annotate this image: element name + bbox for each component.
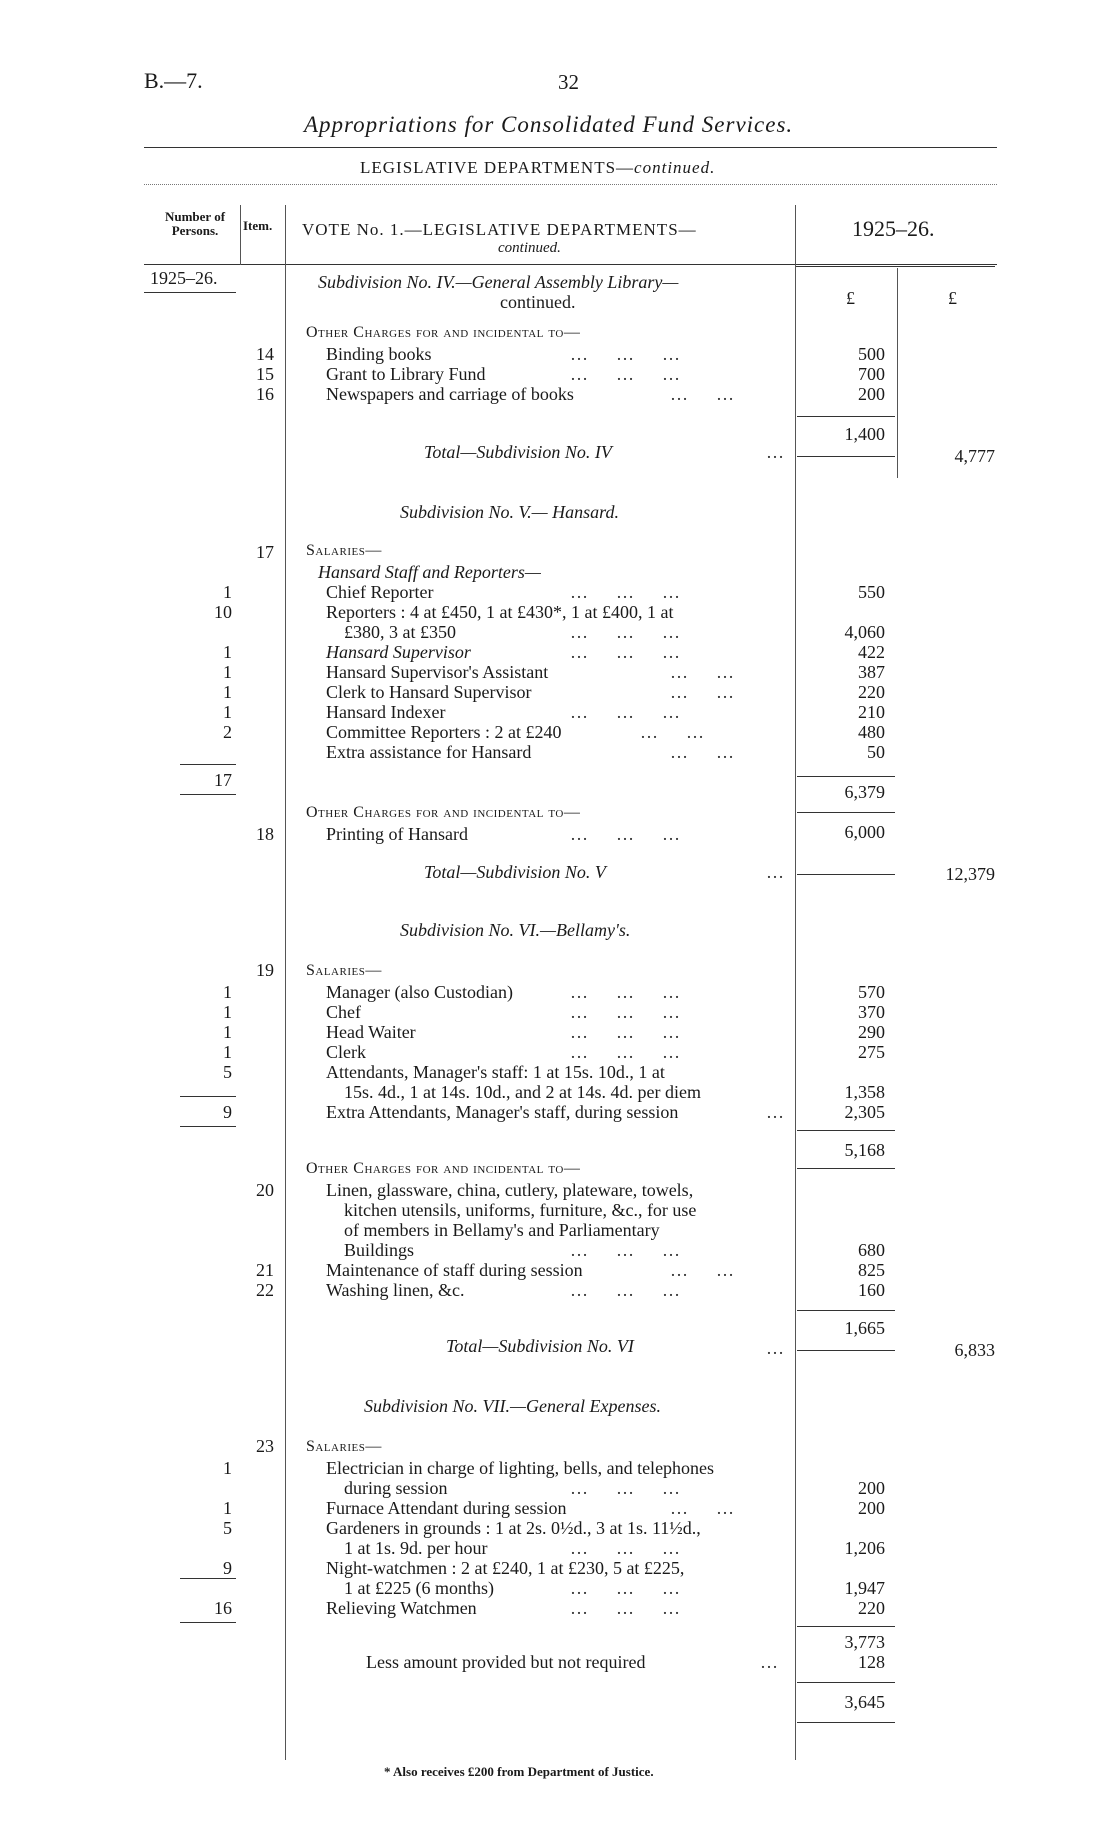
- leader-dots: …: [766, 1338, 786, 1358]
- line-item-label: Extra Attendants, Manager's staff, during session: [326, 1102, 679, 1122]
- line-item-amount: 550: [858, 582, 885, 602]
- persons-count: 1: [223, 582, 232, 602]
- column-divider: [897, 268, 898, 478]
- subdivision-6-other-charges: Other Charges for and incidental to—: [306, 1160, 581, 1177]
- leader-dots: … … …: [570, 702, 682, 722]
- printing-of-hansard-amount: 6,000: [844, 822, 885, 842]
- line-item-label: Chef: [326, 1002, 361, 1022]
- hansard-staff-heading: Hansard Staff and Reporters—: [318, 562, 541, 582]
- subtotal-rule: [797, 1722, 895, 1723]
- printing-of-hansard-label: Printing of Hansard: [326, 824, 468, 844]
- line-item-label: Buildings: [344, 1240, 415, 1260]
- line-item-amount: 570: [858, 982, 885, 1002]
- item-number: 22: [256, 1280, 274, 1300]
- persons-total-rule: [180, 794, 236, 795]
- leader-dots: …: [766, 862, 786, 882]
- line-item-label: Attendants, Manager's staff: 1 at 15s. 10d., 1 at: [326, 1062, 665, 1082]
- subtotal-rule: [797, 776, 895, 777]
- vote-heading: VOTE No. 1.—LEGISLATIVE DEPARTMENTS—: [302, 220, 697, 239]
- column-header-item: Item.: [243, 218, 273, 233]
- line-item-label: 1 at £225 (6 months): [344, 1578, 494, 1598]
- line-item-label: Hansard Supervisor's Assistant: [326, 662, 549, 682]
- line-item-amount: 1,947: [844, 1578, 885, 1598]
- subdivision-6-total-label: Total—Subdivision No. VI: [446, 1336, 634, 1356]
- line-item-label: 1 at 1s. 9d. per hour: [344, 1538, 488, 1558]
- pound-sign-1: £: [846, 288, 855, 308]
- subtotal-rule: [797, 416, 895, 417]
- persons-count: 1: [223, 1022, 232, 1042]
- line-item-label: kitchen utensils, uniforms, furniture, &c., for use: [344, 1200, 697, 1220]
- line-item-label: Relieving Watchmen: [326, 1598, 477, 1618]
- line-item-amount: 825: [858, 1260, 885, 1280]
- line-item-label: during session: [344, 1478, 448, 1498]
- leader-dots: … …: [670, 1498, 736, 1518]
- line-item-label: Electrician in charge of lighting, bells, and telephones: [326, 1458, 715, 1478]
- subdivision-7-heading: Subdivision No. VII.—General Expenses.: [364, 1396, 661, 1416]
- line-item-amount: 160: [858, 1280, 885, 1300]
- line-item-label: Night-watchmen : 2 at £240, 1 at £230, 5 at £225,: [326, 1558, 685, 1578]
- line-item-label: Hansard Supervisor: [326, 642, 471, 662]
- leader-dots: … … …: [570, 982, 682, 1002]
- persons-count: 1: [223, 682, 232, 702]
- line-item-label: Washing linen, &c.: [326, 1280, 465, 1300]
- persons-count: 1: [223, 1458, 232, 1478]
- item-number: 16: [256, 384, 274, 404]
- persons-count: 1: [223, 1002, 232, 1022]
- leader-dots: … … …: [570, 1022, 682, 1042]
- leader-dots: … … …: [570, 344, 682, 364]
- persons-year-rule: [144, 292, 236, 293]
- persons-count: 2: [223, 722, 232, 742]
- subdivision-7-net: 3,645: [844, 1692, 885, 1712]
- column-header-year: 1925–26.: [852, 216, 935, 241]
- persons-count: 16: [214, 1598, 232, 1618]
- persons-count: 5: [223, 1062, 232, 1082]
- leader-dots: … … …: [570, 364, 682, 384]
- page-number: 32: [558, 70, 579, 94]
- line-item-label: Reporters : 4 at £450, 1 at £430*, 1 at £400, 1 at: [326, 602, 674, 622]
- line-item-amount: 2,305: [844, 1102, 885, 1122]
- leader-dots: … … …: [570, 642, 682, 662]
- section-heading: [360, 158, 715, 178]
- column-divider: [240, 205, 241, 265]
- line-item-amount: 422: [858, 642, 885, 662]
- page-title: Appropriations for Consolidated Fund Services.: [304, 112, 794, 137]
- item-number: 19: [256, 960, 274, 980]
- line-item-amount: 200: [858, 1498, 885, 1518]
- line-item-label: Furnace Attendant during session: [326, 1498, 567, 1518]
- leader-dots: … … …: [570, 1538, 682, 1558]
- line-item-label: £380, 3 at £350: [344, 622, 456, 642]
- total-rule: [797, 874, 895, 875]
- leader-dots: …: [760, 1652, 780, 1672]
- less-amount: 128: [858, 1652, 885, 1672]
- line-item-label: Maintenance of staff during session: [326, 1260, 583, 1280]
- leader-dots: … … …: [570, 1042, 682, 1062]
- document-reference: B.—7.: [144, 68, 203, 93]
- line-item-amount: 1,206: [844, 1538, 885, 1558]
- section-heading-suffix: continued.: [634, 158, 716, 177]
- line-item-label: Newspapers and carriage of books: [326, 384, 574, 404]
- subtotal-rule: [797, 1682, 895, 1683]
- title-rule: [144, 147, 997, 148]
- persons-count: 10: [214, 602, 232, 622]
- persons-count: 1: [223, 662, 232, 682]
- subtotal-rule: [797, 1130, 895, 1131]
- persons-total-rule: [180, 1126, 236, 1127]
- line-item-amount: 50: [867, 742, 885, 762]
- line-item-label: Extra assistance for Hansard: [326, 742, 532, 762]
- subdivision-5-heading: Subdivision No. V.— Hansard.: [400, 502, 620, 522]
- line-item-amount: 370: [858, 1002, 885, 1022]
- leader-dots: … … …: [570, 1240, 682, 1260]
- subdivision-5-salaries-subtotal: 6,379: [844, 782, 885, 802]
- subdivision-6-heading: Subdivision No. VI.—Bellamy's.: [400, 920, 631, 940]
- column-divider: [285, 205, 286, 1760]
- footnote: * Also receives £200 from Department of Justice.: [384, 1764, 654, 1779]
- line-item-label: Grant to Library Fund: [326, 364, 486, 384]
- persons-count: 1: [223, 1042, 232, 1062]
- total-rule: [797, 456, 895, 457]
- leader-dots: … …: [640, 722, 706, 742]
- subdivision-6-total: 6,833: [954, 1340, 995, 1360]
- leader-dots: … …: [670, 682, 736, 702]
- persons-total-rule: [180, 1622, 236, 1623]
- subdivision-5-total-label: Total—Subdivision No. V: [424, 862, 606, 882]
- item-number: 21: [256, 1260, 274, 1280]
- line-item-amount: 275: [858, 1042, 885, 1062]
- persons-count: 1: [223, 982, 232, 1002]
- subtotal-rule: [797, 1168, 895, 1169]
- line-item-amount: 200: [858, 1478, 885, 1498]
- line-item-amount: 680: [858, 1240, 885, 1260]
- persons-count: 1: [223, 642, 232, 662]
- persons-count: 1: [223, 1498, 232, 1518]
- leader-dots: … … …: [570, 1280, 682, 1300]
- subtotal-rule: [797, 1310, 895, 1311]
- subdivision-4-heading: Subdivision No. IV.—General Assembly Library—: [318, 272, 679, 292]
- subdivision-4-other-charges: Other Charges for and incidental to—: [306, 324, 581, 341]
- line-item-label: Clerk: [326, 1042, 366, 1062]
- subdivision-4-total: 4,777: [954, 446, 995, 466]
- subdivision-4-total-label: Total—Subdivision No. IV: [424, 442, 612, 462]
- persons-count: 9: [223, 1558, 232, 1578]
- leader-dots: … … …: [570, 824, 682, 844]
- leader-dots: … … …: [570, 1002, 682, 1022]
- item-number: 18: [256, 824, 274, 844]
- persons-count: 1: [223, 702, 232, 722]
- line-item-amount: 500: [858, 344, 885, 364]
- leader-dots: … … …: [570, 622, 682, 642]
- item-number: 23: [256, 1436, 274, 1456]
- subdivision-5-other-charges: Other Charges for and incidental to—: [306, 804, 581, 821]
- line-item-amount: 1,358: [844, 1082, 885, 1102]
- pound-sign-2: £: [948, 288, 957, 308]
- persons-year: 1925–26.: [150, 268, 218, 288]
- persons-total-rule: [180, 764, 236, 765]
- column-divider: [795, 205, 796, 1760]
- section-heading-text: LEGISLATIVE DEPARTMENTS—: [360, 158, 635, 177]
- line-item-label: Chief Reporter: [326, 582, 434, 602]
- line-item-amount: 220: [858, 682, 885, 702]
- salaries-heading: Salaries—: [306, 1438, 382, 1455]
- less-amount-label: Less amount provided but not required: [366, 1652, 646, 1672]
- subdivision-6-salaries-subtotal: 5,168: [844, 1140, 885, 1160]
- leader-dots: … … …: [570, 582, 682, 602]
- leader-dots: … … …: [570, 1578, 682, 1598]
- leader-dots: … …: [670, 662, 736, 682]
- persons-count: 5: [223, 1518, 232, 1538]
- line-item-amount: 290: [858, 1022, 885, 1042]
- leader-dots: … …: [670, 1260, 736, 1280]
- line-item-label: of members in Bellamy's and Parliamentary: [344, 1220, 660, 1240]
- subdivision-6-other-subtotal: 1,665: [844, 1318, 885, 1338]
- subdivision-4-heading-continued: continued.: [500, 292, 576, 312]
- salaries-heading: Salaries—: [306, 542, 382, 559]
- subtotal-rule: [797, 1626, 895, 1627]
- item-number: 15: [256, 364, 274, 384]
- line-item-amount: 4,060: [844, 622, 885, 642]
- line-item-amount: 480: [858, 722, 885, 742]
- line-item-label: Binding books: [326, 344, 432, 364]
- subdivision-5-total: 12,379: [945, 864, 995, 884]
- total-rule: [797, 1350, 895, 1351]
- item-number: 17: [256, 542, 274, 562]
- header-rule: [144, 264, 997, 265]
- vote-heading-continued: continued.: [498, 240, 561, 256]
- subdivision-4-subtotal: 1,400: [844, 424, 885, 444]
- line-item-amount: 210: [858, 702, 885, 722]
- leader-dots: … … …: [570, 1478, 682, 1498]
- line-item-amount: 200: [858, 384, 885, 404]
- item-number: 14: [256, 344, 274, 364]
- leader-dots: … … …: [570, 1598, 682, 1618]
- salaries-heading: Salaries—: [306, 962, 382, 979]
- column-header-persons: Number of Persons.: [164, 209, 226, 238]
- line-item-label: Manager (also Custodian): [326, 982, 513, 1002]
- persons-count: 9: [223, 1102, 232, 1122]
- leader-dots: …: [766, 1102, 786, 1122]
- leader-dots: … …: [670, 742, 736, 762]
- line-item-label: Committee Reporters : 2 at £240: [326, 722, 562, 742]
- subdivision-7-gross: 3,773: [844, 1632, 885, 1652]
- item-number: 20: [256, 1180, 274, 1200]
- section-rule: [144, 184, 997, 185]
- persons-total: 17: [214, 770, 232, 790]
- leader-dots: …: [766, 442, 786, 462]
- line-item-amount: 220: [858, 1598, 885, 1618]
- persons-total-rule: [180, 1096, 236, 1097]
- persons-total-rule: [180, 1578, 236, 1579]
- line-item-label: Linen, glassware, china, cutlery, plateware, towels,: [326, 1180, 694, 1200]
- line-item-label: Hansard Indexer: [326, 702, 446, 722]
- line-item-amount: 700: [858, 364, 885, 384]
- line-item-label: Gardeners in grounds : 1 at 2s. 0½d., 3 at 1s. 11½d.,: [326, 1518, 701, 1538]
- subtotal-rule: [797, 812, 895, 813]
- leader-dots: … …: [670, 384, 736, 404]
- amount-header-rule: [795, 266, 995, 267]
- line-item-label: Clerk to Hansard Supervisor: [326, 682, 532, 702]
- line-item-amount: 387: [858, 662, 885, 682]
- line-item-label: Head Waiter: [326, 1022, 416, 1042]
- line-item-label: 15s. 4d., 1 at 14s. 10d., and 2 at 14s. 4d. per diem: [344, 1082, 701, 1102]
